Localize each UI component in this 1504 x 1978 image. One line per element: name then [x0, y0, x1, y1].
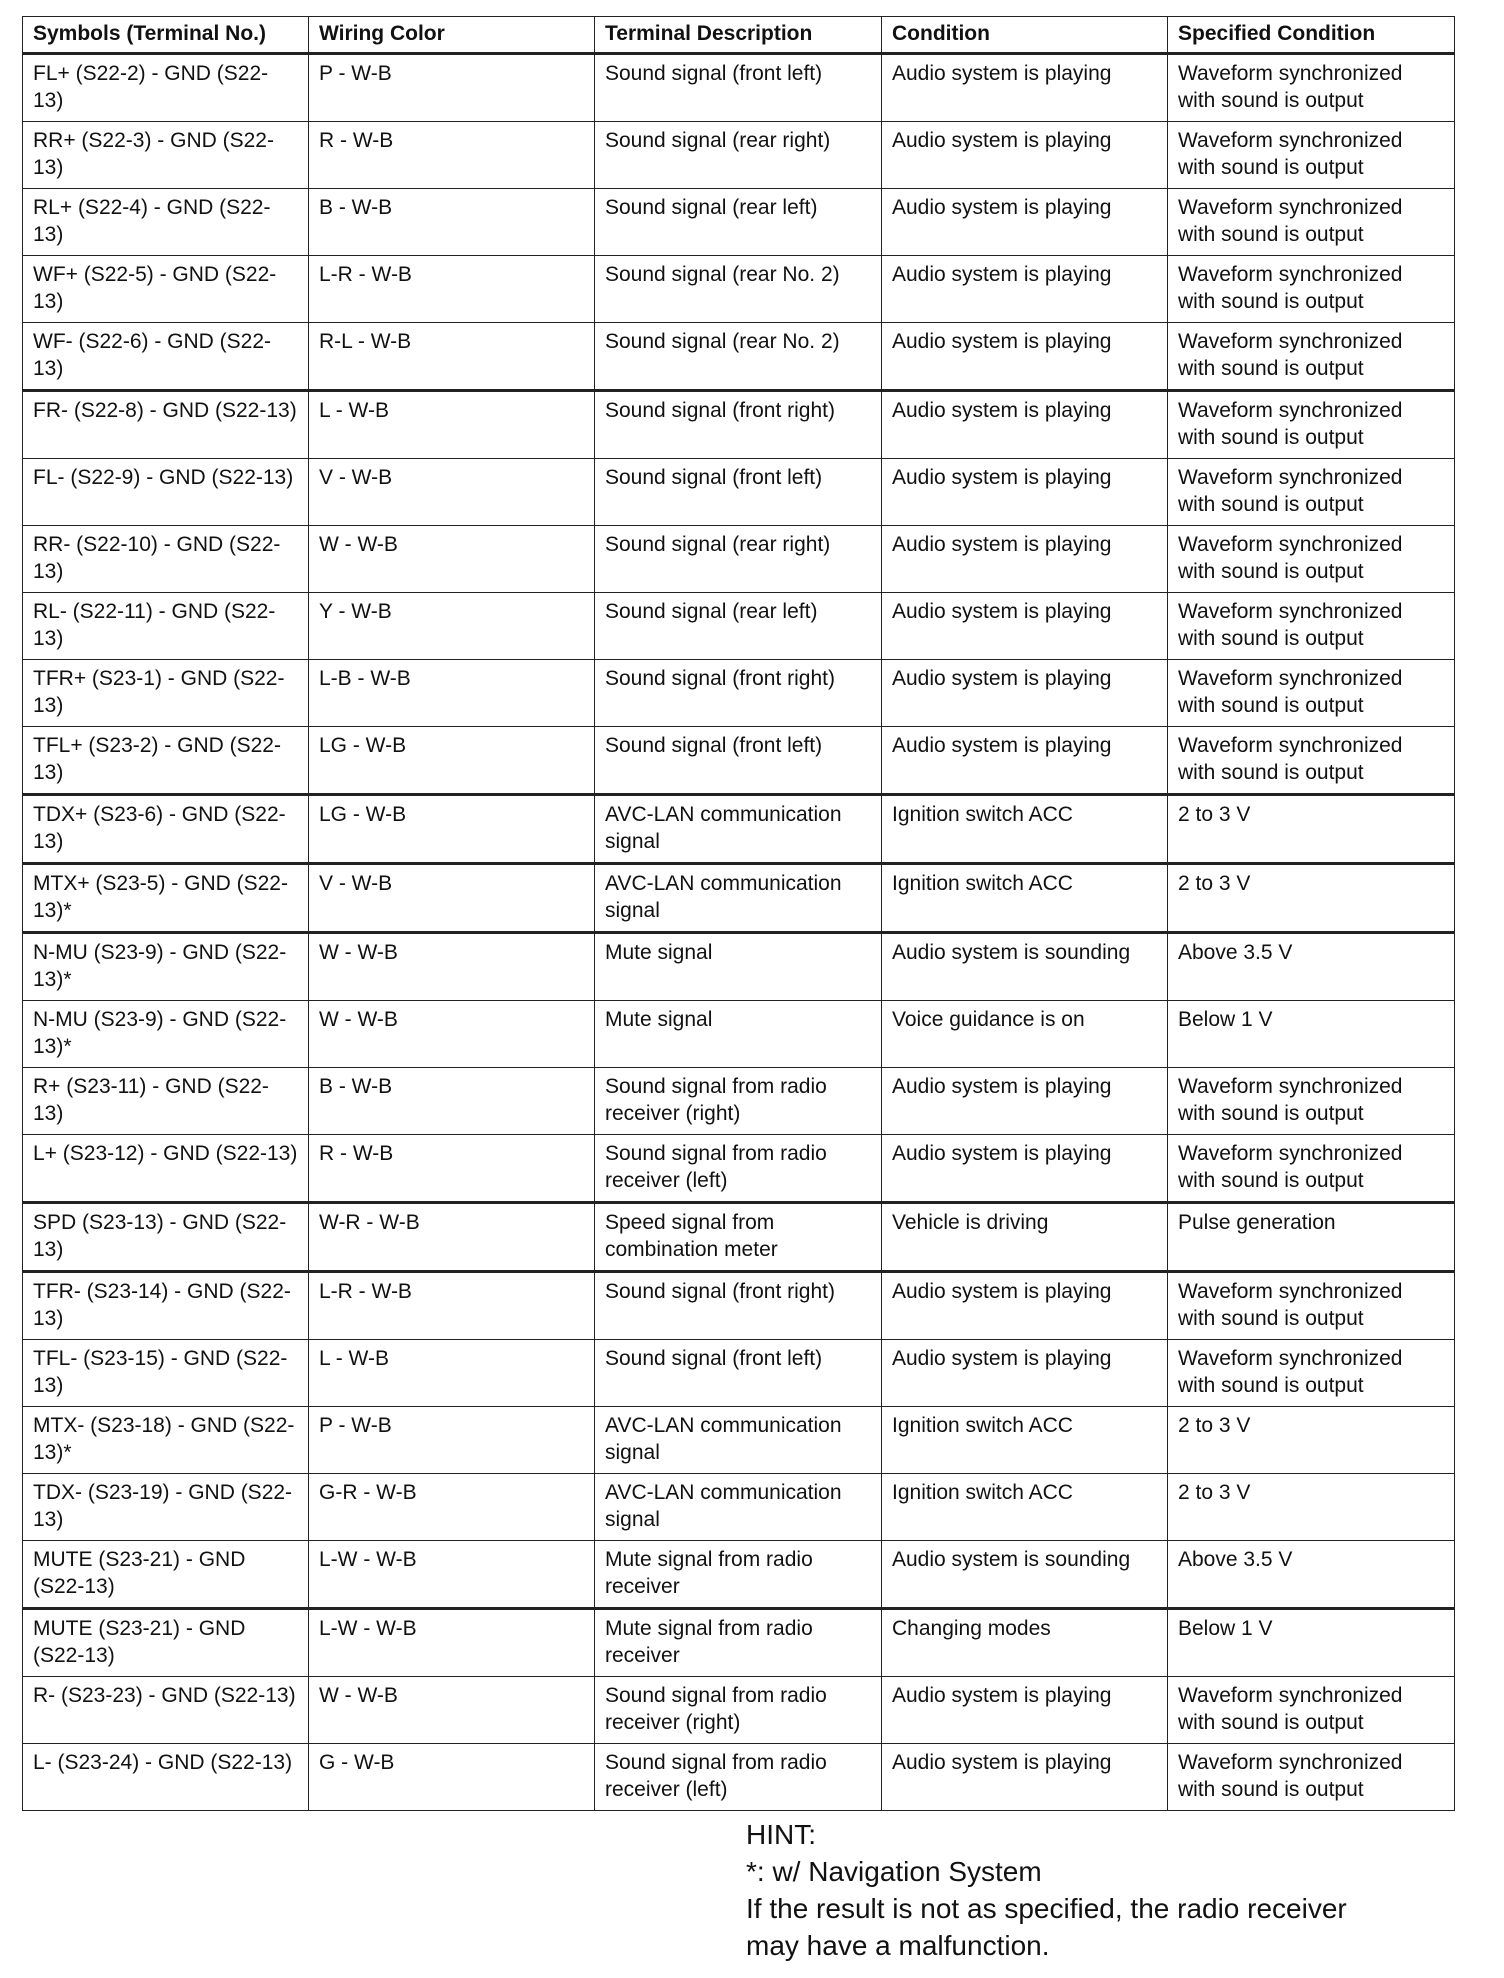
specified-condition-cell: 2 to 3 V	[1168, 1474, 1455, 1541]
symbol-cell: R- (S23-23) - GND (S22-13)	[23, 1677, 309, 1744]
description-cell: AVC-LAN communication signal	[595, 864, 882, 933]
wiring-color-cell: W - W-B	[309, 933, 595, 1001]
condition-cell: Audio system is playing	[882, 1135, 1168, 1203]
header-terminal-description: Terminal Description	[595, 17, 882, 54]
symbol-cell: TFL+ (S23-2) - GND (S22-13)	[23, 727, 309, 795]
description-cell: Sound signal (rear No. 2)	[595, 323, 882, 391]
description-cell: Sound signal (front left)	[595, 459, 882, 526]
specified-condition-cell: 2 to 3 V	[1168, 1407, 1455, 1474]
symbol-cell: TDX+ (S23-6) - GND (S22-13)	[23, 795, 309, 864]
wiring-color-cell: L - W-B	[309, 1340, 595, 1407]
description-cell: AVC-LAN communication signal	[595, 1474, 882, 1541]
header-symbols: Symbols (Terminal No.)	[23, 17, 309, 54]
symbol-cell: WF- (S22-6) - GND (S22-13)	[23, 323, 309, 391]
table-row	[23, 1340, 1455, 1407]
wiring-color-cell: G-R - W-B	[309, 1474, 595, 1541]
symbol-cell: MUTE (S23-21) - GND (S22-13)	[23, 1541, 309, 1609]
specified-condition-cell: Waveform synchronized with sound is output	[1168, 727, 1455, 795]
table-row	[23, 54, 1455, 122]
wiring-color-cell: L-B - W-B	[309, 660, 595, 727]
symbol-cell: SPD (S23-13) - GND (S22-13)	[23, 1203, 309, 1272]
wiring-color-cell: L-R - W-B	[309, 256, 595, 323]
hint-title: HINT:	[746, 1819, 816, 1850]
table-row	[23, 1272, 1455, 1340]
condition-cell: Audio system is playing	[882, 1272, 1168, 1340]
wiring-color-cell: L-W - W-B	[309, 1609, 595, 1677]
description-cell: Mute signal	[595, 933, 882, 1001]
condition-cell: Ignition switch ACC	[882, 1474, 1168, 1541]
table-row	[23, 459, 1455, 526]
wiring-color-cell: Y - W-B	[309, 593, 595, 660]
description-cell: Sound signal (rear left)	[595, 593, 882, 660]
symbol-cell: MTX- (S23-18) - GND (S22-13)*	[23, 1407, 309, 1474]
specified-condition-cell: Waveform synchronized with sound is output	[1168, 391, 1455, 459]
wiring-color-cell: LG - W-B	[309, 727, 595, 795]
specified-condition-cell: 2 to 3 V	[1168, 864, 1455, 933]
condition-cell: Ignition switch ACC	[882, 1407, 1168, 1474]
wiring-color-cell: B - W-B	[309, 1068, 595, 1135]
specified-condition-cell: Above 3.5 V	[1168, 933, 1455, 1001]
symbol-cell: MTX+ (S23-5) - GND (S22-13)*	[23, 864, 309, 933]
table-row	[23, 1541, 1455, 1609]
wiring-color-cell: R-L - W-B	[309, 323, 595, 391]
condition-cell: Audio system is playing	[882, 391, 1168, 459]
specified-condition-cell: Waveform synchronized with sound is output	[1168, 1135, 1455, 1203]
description-cell: Mute signal from radio receiver	[595, 1541, 882, 1609]
condition-cell: Ignition switch ACC	[882, 864, 1168, 933]
table-row	[23, 1135, 1455, 1203]
description-cell: Sound signal (rear right)	[595, 526, 882, 593]
specified-condition-cell: Waveform synchronized with sound is output	[1168, 189, 1455, 256]
table-row	[23, 1203, 1455, 1272]
specified-condition-cell: Below 1 V	[1168, 1001, 1455, 1068]
table-row	[23, 256, 1455, 323]
description-cell: Speed signal from combination meter	[595, 1203, 882, 1272]
table-row	[23, 593, 1455, 660]
symbol-cell: FR- (S22-8) - GND (S22-13)	[23, 391, 309, 459]
description-cell: Sound signal from radio receiver (right)	[595, 1068, 882, 1135]
condition-cell: Audio system is sounding	[882, 933, 1168, 1001]
description-cell: AVC-LAN communication signal	[595, 1407, 882, 1474]
description-cell: Sound signal (front left)	[595, 1340, 882, 1407]
condition-cell: Audio system is playing	[882, 189, 1168, 256]
wiring-color-cell: V - W-B	[309, 459, 595, 526]
wiring-color-cell: W-R - W-B	[309, 1203, 595, 1272]
condition-cell: Voice guidance is on	[882, 1001, 1168, 1068]
specified-condition-cell: Waveform synchronized with sound is output	[1168, 1677, 1455, 1744]
table-row	[23, 1744, 1455, 1811]
wiring-color-cell: R - W-B	[309, 122, 595, 189]
condition-cell: Audio system is playing	[882, 1677, 1168, 1744]
table-row	[23, 122, 1455, 189]
table-row	[23, 933, 1455, 1001]
wiring-color-cell: L - W-B	[309, 391, 595, 459]
wiring-color-cell: W - W-B	[309, 526, 595, 593]
specified-condition-cell: Waveform synchronized with sound is output	[1168, 122, 1455, 189]
table-row	[23, 1677, 1455, 1744]
condition-cell: Audio system is playing	[882, 593, 1168, 660]
condition-cell: Changing modes	[882, 1609, 1168, 1677]
wiring-color-cell: L-W - W-B	[309, 1541, 595, 1609]
header-specified-condition: Specified Condition	[1168, 17, 1455, 54]
table-row	[23, 1001, 1455, 1068]
wiring-color-cell: P - W-B	[309, 1407, 595, 1474]
table-row	[23, 727, 1455, 795]
wiring-color-cell: R - W-B	[309, 1135, 595, 1203]
symbol-cell: FL- (S22-9) - GND (S22-13)	[23, 459, 309, 526]
condition-cell: Vehicle is driving	[882, 1203, 1168, 1272]
table-row	[23, 660, 1455, 727]
description-cell: Sound signal (rear left)	[595, 189, 882, 256]
symbol-cell: TFR+ (S23-1) - GND (S22-13)	[23, 660, 309, 727]
description-cell: Sound signal (rear No. 2)	[595, 256, 882, 323]
specified-condition-cell: Waveform synchronized with sound is output	[1168, 1068, 1455, 1135]
wiring-color-cell: G - W-B	[309, 1744, 595, 1811]
table-row	[23, 1407, 1455, 1474]
hint-line-navigation: *: w/ Navigation System	[746, 1856, 1042, 1887]
specified-condition-cell: Waveform synchronized with sound is output	[1168, 593, 1455, 660]
wiring-color-cell: LG - W-B	[309, 795, 595, 864]
specified-condition-cell: Pulse generation	[1168, 1203, 1455, 1272]
description-cell: Sound signal (front right)	[595, 391, 882, 459]
symbol-cell: N-MU (S23-9) - GND (S22-13)*	[23, 933, 309, 1001]
specified-condition-cell: Waveform synchronized with sound is output	[1168, 660, 1455, 727]
condition-cell: Audio system is playing	[882, 727, 1168, 795]
wiring-color-cell: P - W-B	[309, 54, 595, 122]
specified-condition-cell: Waveform synchronized with sound is output	[1168, 459, 1455, 526]
table-row	[23, 864, 1455, 933]
table-header-row	[23, 17, 1455, 54]
description-cell: Sound signal (front right)	[595, 1272, 882, 1340]
description-cell: AVC-LAN communication signal	[595, 795, 882, 864]
symbol-cell: WF+ (S22-5) - GND (S22-13)	[23, 256, 309, 323]
table-row	[23, 189, 1455, 256]
table-row	[23, 391, 1455, 459]
table-row	[23, 1068, 1455, 1135]
symbol-cell: N-MU (S23-9) - GND (S22-13)*	[23, 1001, 309, 1068]
symbol-cell: L- (S23-24) - GND (S22-13)	[23, 1744, 309, 1811]
specified-condition-cell: Waveform synchronized with sound is output	[1168, 54, 1455, 122]
condition-cell: Audio system is playing	[882, 256, 1168, 323]
condition-cell: Audio system is playing	[882, 1068, 1168, 1135]
condition-cell: Ignition switch ACC	[882, 795, 1168, 864]
specified-condition-cell: 2 to 3 V	[1168, 795, 1455, 864]
table-row	[23, 526, 1455, 593]
specified-condition-cell: Waveform synchronized with sound is output	[1168, 1340, 1455, 1407]
symbol-cell: FL+ (S22-2) - GND (S22-13)	[23, 54, 309, 122]
terminal-spec-table	[22, 16, 1455, 1811]
symbol-cell: TDX- (S23-19) - GND (S22-13)	[23, 1474, 309, 1541]
table-row	[23, 323, 1455, 391]
specified-condition-cell: Waveform synchronized with sound is output	[1168, 323, 1455, 391]
hint-note	[746, 1816, 1466, 1964]
description-cell: Mute signal	[595, 1001, 882, 1068]
specified-condition-cell: Waveform synchronized with sound is output	[1168, 256, 1455, 323]
condition-cell: Audio system is playing	[882, 459, 1168, 526]
condition-cell: Audio system is playing	[882, 1340, 1168, 1407]
description-cell: Sound signal (front left)	[595, 727, 882, 795]
symbol-cell: RL+ (S22-4) - GND (S22-13)	[23, 189, 309, 256]
description-cell: Sound signal (front right)	[595, 660, 882, 727]
header-wiring-color: Wiring Color	[309, 17, 595, 54]
description-cell: Sound signal from radio receiver (left)	[595, 1135, 882, 1203]
condition-cell: Audio system is sounding	[882, 1541, 1168, 1609]
condition-cell: Audio system is playing	[882, 54, 1168, 122]
wiring-color-cell: V - W-B	[309, 864, 595, 933]
table-row	[23, 1474, 1455, 1541]
symbol-cell: RR+ (S22-3) - GND (S22-13)	[23, 122, 309, 189]
specified-condition-cell: Waveform synchronized with sound is output	[1168, 526, 1455, 593]
wiring-color-cell: W - W-B	[309, 1677, 595, 1744]
wiring-color-cell: B - W-B	[309, 189, 595, 256]
description-cell: Sound signal from radio receiver (left)	[595, 1744, 882, 1811]
table-row	[23, 795, 1455, 864]
wiring-color-cell: L-R - W-B	[309, 1272, 595, 1340]
symbol-cell: RR- (S22-10) - GND (S22-13)	[23, 526, 309, 593]
symbol-cell: RL- (S22-11) - GND (S22-13)	[23, 593, 309, 660]
hint-line-result: If the result is not as specified, the radio receiver	[746, 1893, 1347, 1924]
description-cell: Sound signal (front left)	[595, 54, 882, 122]
description-cell: Sound signal (rear right)	[595, 122, 882, 189]
table-body	[23, 54, 1455, 1811]
specified-condition-cell: Above 3.5 V	[1168, 1541, 1455, 1609]
description-cell: Sound signal from radio receiver (right)	[595, 1677, 882, 1744]
wiring-color-cell: W - W-B	[309, 1001, 595, 1068]
symbol-cell: TFR- (S23-14) - GND (S22-13)	[23, 1272, 309, 1340]
condition-cell: Audio system is playing	[882, 660, 1168, 727]
description-cell: Mute signal from radio receiver	[595, 1609, 882, 1677]
condition-cell: Audio system is playing	[882, 1744, 1168, 1811]
symbol-cell: L+ (S23-12) - GND (S22-13)	[23, 1135, 309, 1203]
symbol-cell: R+ (S23-11) - GND (S22-13)	[23, 1068, 309, 1135]
header-condition: Condition	[882, 17, 1168, 54]
symbol-cell: MUTE (S23-21) - GND (S22-13)	[23, 1609, 309, 1677]
symbol-cell: TFL- (S23-15) - GND (S22-13)	[23, 1340, 309, 1407]
condition-cell: Audio system is playing	[882, 122, 1168, 189]
hint-line-malfunction: may have a malfunction.	[746, 1930, 1050, 1961]
specified-condition-cell: Waveform synchronized with sound is output	[1168, 1744, 1455, 1811]
specified-condition-cell: Below 1 V	[1168, 1609, 1455, 1677]
condition-cell: Audio system is playing	[882, 323, 1168, 391]
table-row	[23, 1609, 1455, 1677]
specified-condition-cell: Waveform synchronized with sound is output	[1168, 1272, 1455, 1340]
condition-cell: Audio system is playing	[882, 526, 1168, 593]
